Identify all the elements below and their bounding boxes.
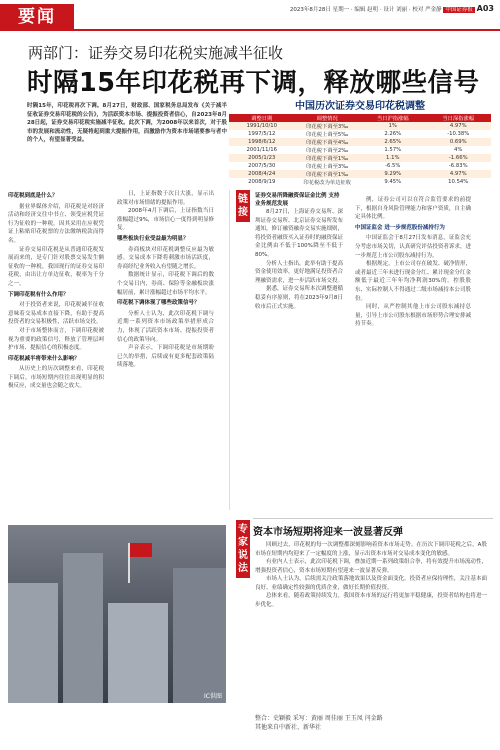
table-cell: 1% [360,122,426,130]
table-cell: 4.97% [426,170,492,178]
paragraph: 市场人士认为，后续需关注政策落地效果以及资金面变化。投资者应保持理性，关注基本面良好、业绩确定性较强的优质企业，做好长期价值投资。 [255,576,487,591]
table-title: 中国历次证券交易印花税调整 [295,101,425,112]
link-headline: 证券交易所降融资保证金比例 支持业务规范发展 [255,193,340,207]
table-cell: 2005/1/23 [229,154,295,162]
table-row [229,170,491,178]
rate-table-box [229,100,491,186]
table-cell: 2008/9/19 [229,178,295,186]
paragraph: 对于投资者来说，印花税减半征收意味着交易成本直接下降，有助于提高投资者的交易积极性，活跃市场交投。 [8,302,104,326]
paragraph: 中国证监会于8月27日发布消息，证监会充分考虑市场关切，认真研究评估投资者诉求，进一步规范上市公司股东减持行为。 [355,235,471,259]
paragraph: 有业内人士表示，此次印花税下调，叠加近期一系列政策组合拳，将有效提升市场流动性，增强投资者信心，资本市场短期有望迎来一波显著反弹。 [255,559,487,574]
table-cell: -6.5% [360,162,426,170]
table-cell: 1991/10/10 [229,122,295,130]
section-divider [253,518,493,519]
subhead: 印花税下调体现了哪些政策信号？ [117,300,200,307]
photo-credit: IC供图 [204,693,222,700]
table-cell: 1.57% [360,146,426,154]
article-column-1 [8,190,104,391]
news-photo [8,525,226,703]
paragraph: 根据规定，上市公司存在破发、破净情形，或者最近三年未进行现金分红、累计现金分红金额低于最近三年年均净利润30%的，控股股东、实际控制人不得通过二级市场减持本公司股份。 [355,261,471,302]
paragraph: 券商板块对印花税调整反应最为敏感。交易成本下降将刺激市场活跃度，券商经纪业务收入有望随之增长。 [117,246,214,270]
table-row [229,178,491,186]
lead-text: 时隔15年，印花税再次下调。8月27日，财政部、国家税务总局发布《关于减半征收证券交易印花税的公告》，为活跃资本市场、提振投资者信心，自2023年8月28日起，证券交易印花税实施减半征收。此次下调，为2008年以来首次，对于股市的发展和流动性，无疑将起到重大提振作用，而激励作为资本市场诸要参与者中的个人，有望显著受益。 [27,103,227,144]
table-cell: 2007/5/30 [229,162,295,170]
table-cell: 2.65% [360,138,426,146]
table-row [229,162,491,170]
red-flag [130,543,152,557]
table-cell: 10.54% [426,178,492,186]
table-cell: 9.29% [360,170,426,178]
expert-tag: 专 家 说 法 [236,520,250,578]
paragraph: 声音表示，下调印花税是市场期盼已久的举措，后续或有更多配套政策陆续落地。 [117,345,214,369]
byline: 整合：史颖毅 采写：黄丽 周佳丽 王玉凤 闫金路 [255,715,383,722]
paragraph: 据悉，证券交易所本次调整遵循稳妥有序原则，将在2023年9月8日收市后正式实施。 [255,286,344,310]
table-header-cell: 当日沪指涨幅 [360,114,426,122]
paragraph: 8月27日，上海证券交易所、深圳证券交易所、北京证券交易所发布通知，修订融资融券交易实施细则，将投资者融资买入证券时的融资保证金比例由不低于100%降至不低于80%。 [255,209,344,258]
paragraph: 同时，从严控制其他上市公司股东减持总量，引导上市公司股东根据市场形势合理安排减持节奏。 [355,304,471,328]
article-column-2 [117,190,214,370]
table-row [229,122,491,130]
article-headline: 时隔15年印花税再下调，释放哪些信号 [27,68,480,98]
table-cell: 印花税下调至1‰ [295,154,361,162]
article-column-4 [355,196,471,329]
paragraph: 分析人士认为，此次印花税下调与近期一系列资本市场政策举措形成合力，体现了活跃资本市场、提振投资者信心的政策导向。 [117,310,214,343]
table-row [229,154,491,162]
issue-date: 2023年8月28日 星期一 · 编辑 赵明 · 设计 刘丽 · 校对 严金静 [289,7,442,13]
page-number: A03 [476,4,494,13]
paragraph: 回顾过去，印花税的每一次调整都深刻影响着资本市场走势。在历次下调印花税之后，A股市场在短期内均迎来了一定幅度的上涨，显示出资本市场对交易成本变化的敏感。 [255,542,487,557]
table-row [229,138,491,146]
table-cell: 0.69% [426,138,492,146]
byline-footer [255,714,490,732]
article-column-3 [255,208,343,311]
subhead: 哪些板块行业受益最为明显？ [117,235,189,242]
table-header-cell: 调整日期 [229,114,295,122]
table-row [229,130,491,138]
table-header-cell: 调整情况 [295,114,361,122]
subhead: 印花税减半将带来什么影响？ [8,355,80,362]
paragraph: 据业界媒体介绍，印花税是对经济活动和经济交往中书立、领受应税凭证行为征收的一种税。因其采用在应税凭证上粘贴印花税票的方法缴纳税款而得名。 [8,203,104,244]
paragraph: 总体来看，随着政策持续发力，我国资本市场的运行将更加平稳健康，投资者结构也将进一步优化。 [255,593,487,608]
table-cell: 1997/5/12 [229,130,295,138]
paragraph: 2008年4月下调后，上证指数当日涨幅超过9%，市场信心一度得到明显修复。 [117,208,214,232]
table-cell: 印花税下调至3‰ [295,122,361,130]
issue-info [290,4,494,13]
table-cell: 印花税上调至3‰ [295,162,361,170]
paragraph: 例，证券公司可以在符合监管要求的前提下，根据自身风险管理能力和客户资质，自主确定具体比例。 [355,197,471,221]
paragraph: 从历史上的历次调整来看，印花税下调后，市场短期内往往出现明显的积极反应，成交量也会随之放大。 [8,366,104,390]
table-cell: 1.1% [360,154,426,162]
paragraph: 证券交易印花税是从普通印花税发展而来的，是专门针对股票交易发生额征收的一种税。我国现行的证券交易印花税，由出让方单边征收，税率为千分之一。 [8,246,104,287]
expert-headline: 资本市场短期将迎来一波显著反弹 [253,527,403,538]
table-cell: 印花税下调至2‰ [295,146,361,154]
column-divider [229,190,230,510]
table-cell: 4.97% [426,122,492,130]
table-cell: 9.45% [360,178,426,186]
table-cell: 印花税下调至1‰ [295,170,361,178]
table-cell: 2008/4/24 [229,170,295,178]
table-cell: 4% [426,146,492,154]
edition-badge: 中国证券报 [445,7,473,13]
table-cell: -10.38% [426,130,492,138]
link-tag: 链 接 [236,190,250,222]
table-header-row [229,114,491,122]
paragraph: 数据统计显示，印花税下调后的数个交易日内，券商、保险等金融板块涨幅居前，累计涨幅超过市场平均水平。 [117,272,214,296]
table-cell: 2.26% [360,130,426,138]
table-row [229,146,491,154]
table-header-cell: 当日深指涨幅 [426,114,492,122]
paragraph: 分析人士指出，此举有助于提高资金使用效率，更好地满足投资者合理融资需求，进一步活跃市场交投。 [255,260,344,284]
subhead: 下调印花税有什么作用？ [8,291,69,298]
page-header [0,0,500,30]
table-cell: 1998/6/12 [229,138,295,146]
section-tag: 要闻 [0,4,74,30]
article-kicker: 两部门：证券交易印花税实施减半征收 [28,44,284,62]
table-cell: 印花税改为单边征收 [295,178,361,186]
subhead: 中国证监会 进一步规范股份减持行为 [355,224,445,231]
paragraph: 对于市场整体而言，下调印花税被视为重要的政策信号，释放了管理层呵护市场、提振信心的积极态度。 [8,327,104,352]
rate-table [229,114,491,186]
source-note: 其他来自中新社、新华社 [255,724,322,731]
table-cell: 印花税下调至4‰ [295,138,361,146]
table-cell: 2001/11/16 [229,146,295,154]
article-column-5 [255,541,487,609]
table-cell: -6.83% [426,162,492,170]
header-rule [0,29,500,31]
paragraph: 日，上证指数于次日大涨，显示出政策对市场情绪的提振作用。 [117,191,214,206]
table-cell: 印花税上调至5‰ [295,130,361,138]
article-lead [27,102,227,145]
subhead: 印花税到底是什么？ [8,193,58,199]
table-cell: -1.66% [426,154,492,162]
